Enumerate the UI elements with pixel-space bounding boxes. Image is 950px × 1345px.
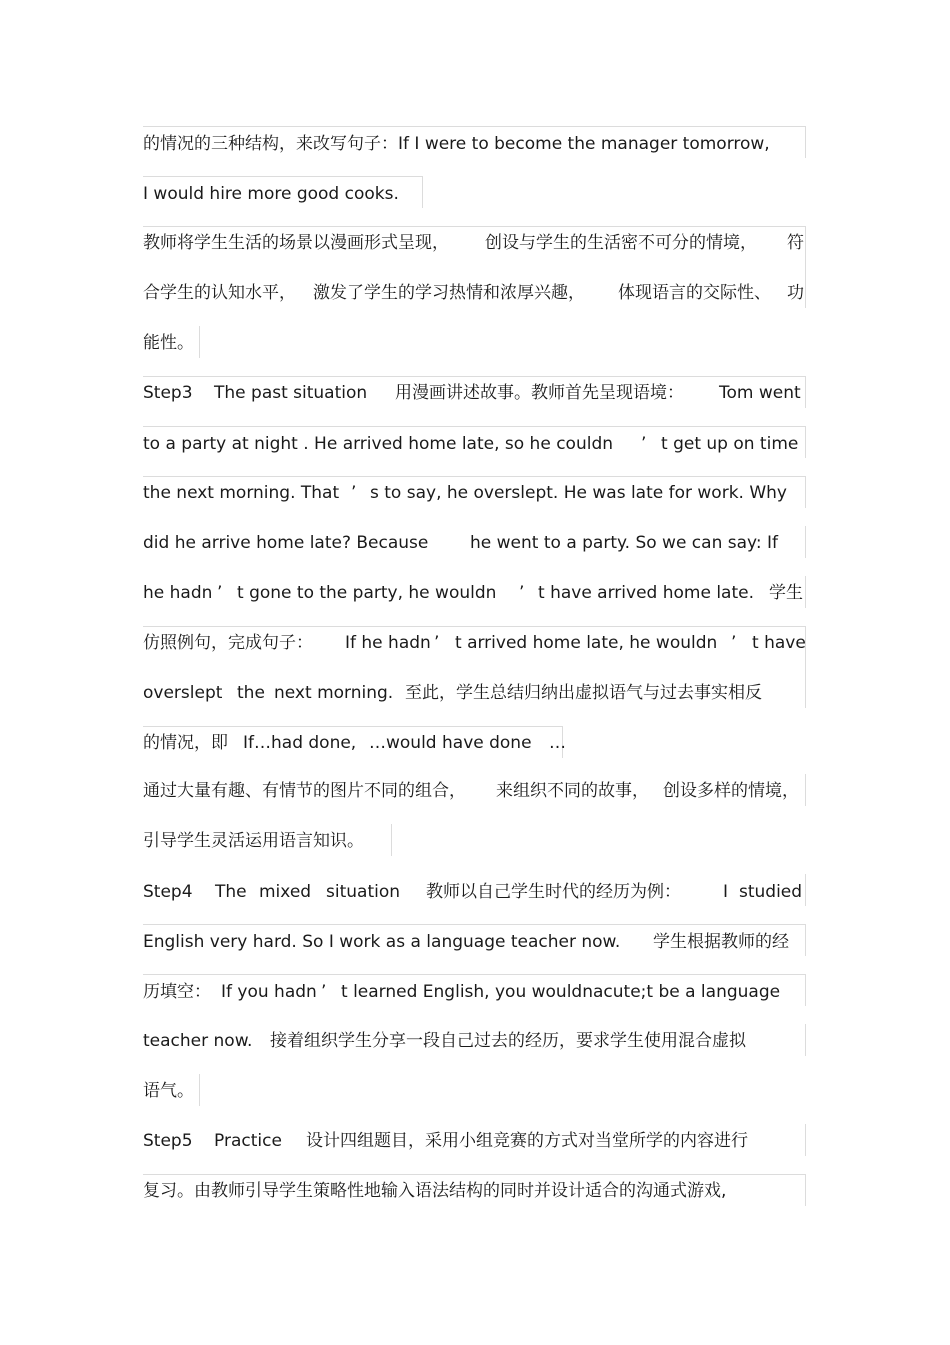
text-line — [143, 576, 803, 610]
text-run: Step3 — [143, 383, 193, 403]
text-run: I would hire more good cooks. — [143, 184, 399, 204]
text-run: 激发了学生的学习热情和浓厚兴趣， — [313, 283, 585, 303]
text-run: 教师将学生生活的场景以漫画形式呈现， — [143, 233, 449, 253]
text-run: 创设与学生的生活密不可分的情境， — [485, 233, 757, 253]
rule-line — [805, 874, 806, 906]
text-run: The past situation — [214, 383, 368, 403]
rule-line — [805, 576, 806, 608]
rule-line — [805, 226, 806, 308]
text-line — [143, 1024, 746, 1058]
text-line — [143, 1124, 748, 1158]
text-run: overslept — [143, 683, 223, 703]
text-run: t have arrived home late. — [538, 583, 754, 603]
text-run: mixed — [259, 882, 312, 902]
text-run: the — [237, 683, 265, 703]
text-run: ’ — [519, 583, 525, 603]
text-run: ’ — [731, 633, 737, 653]
text-line — [143, 476, 787, 510]
rule-line — [805, 376, 806, 408]
text-run: t arrived home late, he wouldn — [455, 633, 718, 653]
text-run: 设计四组题目，采用小组竞赛的方式对当堂所学的内容进行 — [306, 1131, 748, 1151]
text-line — [143, 376, 801, 410]
text-run: 体现语言的交际性、 — [618, 283, 771, 303]
text-run: ’ — [321, 982, 327, 1002]
text-run: did he arrive home late? Because — [143, 533, 429, 553]
rule-line — [805, 1124, 806, 1156]
text-run: t learned English, you wouldnacute;t be a language — [341, 982, 781, 1002]
text-run: 的情况的三种结构，来改写句子：If I were to become the manager tomorrow, — [143, 134, 770, 154]
text-run: English very hard. So I work as a language teacher now. — [143, 932, 621, 952]
text-line — [143, 326, 194, 360]
text-run: he hadn — [143, 583, 213, 603]
text-run: 通过大量有趣、有情节的图片不同的组合， — [143, 781, 466, 801]
text-run: 功 — [787, 283, 804, 303]
rule-line — [199, 1074, 200, 1106]
text-run: t have — [752, 633, 806, 653]
text-run: situation — [326, 882, 401, 902]
text-run: The — [215, 882, 247, 902]
text-run: ’ — [217, 583, 223, 603]
text-run: studied — [739, 882, 803, 902]
rule-line — [805, 426, 806, 458]
rule-line — [805, 774, 806, 806]
text-run: 合学生的认知水平， — [143, 283, 296, 303]
text-run: 的情况，即 — [143, 733, 228, 753]
text-line — [143, 127, 770, 161]
text-run: teacher now. — [143, 1031, 253, 1051]
text-run: 创设多样的情境， — [663, 781, 799, 801]
text-line — [143, 626, 806, 660]
text-run: ’ — [641, 434, 647, 454]
text-line — [143, 1174, 727, 1208]
text-run: 来组织不同的故事， — [496, 781, 649, 801]
text-run: s to say, he overslept. He was late for work. Why — [370, 483, 787, 503]
text-run: If…had done, — [243, 733, 357, 753]
text-line — [143, 427, 799, 461]
text-line — [143, 875, 803, 909]
text-line — [143, 526, 778, 560]
text-line — [143, 824, 364, 858]
rule-line — [805, 924, 806, 956]
rule-line — [805, 1024, 806, 1056]
text-run: to a party at night . He arrived home late, so he couldn — [143, 434, 614, 454]
text-line — [143, 726, 566, 760]
text-run: 引导学生灵活运用语言知识。 — [143, 831, 364, 851]
text-line — [143, 177, 399, 211]
text-run: 仿照例句，完成句子： — [143, 633, 313, 653]
text-run: 学生根据教师的经 — [653, 932, 789, 952]
text-run: Step5 — [143, 1131, 193, 1151]
text-run: Practice — [214, 1131, 282, 1151]
rule-line — [805, 526, 806, 558]
text-run: 学生 — [769, 583, 803, 603]
rule-line — [805, 126, 806, 158]
text-line — [143, 975, 781, 1009]
text-run: 能性。 — [143, 333, 194, 353]
text-run: 复习。由教师引导学生策略性地输入语法结构的同时并设计适合的沟通式游戏, — [143, 1181, 727, 1201]
text-run: ’ — [434, 633, 440, 653]
text-run: he went to a party. So we can say: If — [470, 533, 778, 553]
text-line — [143, 676, 762, 710]
text-run: 符 — [787, 233, 804, 253]
text-run: next morning. — [274, 683, 394, 703]
text-line — [143, 925, 789, 959]
text-run: t get up on time — [661, 434, 799, 454]
text-run: 教师以自己学生时代的经历为例： — [426, 882, 681, 902]
text-run: 用漫画讲述故事。教师首先呈现语境： — [395, 383, 684, 403]
text-run: the next morning. That — [143, 483, 340, 503]
rule-line — [805, 1174, 806, 1206]
rule-line — [422, 176, 423, 208]
text-run: If he hadn — [345, 633, 431, 653]
text-run: Step4 — [143, 882, 193, 902]
text-line — [143, 276, 804, 310]
text-run: t gone to the party, he wouldn — [237, 583, 497, 603]
text-line — [143, 774, 799, 808]
rule-line — [805, 476, 806, 508]
text-run: 历填空： — [143, 982, 211, 1002]
rule-line — [391, 824, 392, 856]
text-run: … — [549, 733, 566, 753]
text-run: 语气。 — [143, 1081, 194, 1101]
rule-line — [805, 974, 806, 1006]
text-run: I — [723, 882, 729, 902]
rule-line — [199, 326, 200, 358]
text-run: If you hadn — [221, 982, 317, 1002]
text-line — [143, 226, 804, 260]
text-run: …would have done — [369, 733, 532, 753]
text-run: ’ — [351, 483, 357, 503]
text-run: 接着组织学生分享一段自己过去的经历，要求学生使用混合虚拟 — [270, 1031, 746, 1051]
text-run: Tom went — [719, 383, 801, 403]
text-line — [143, 1074, 194, 1108]
text-run: 至此，学生总结归纳出虚拟语气与过去事实相反 — [405, 683, 762, 703]
